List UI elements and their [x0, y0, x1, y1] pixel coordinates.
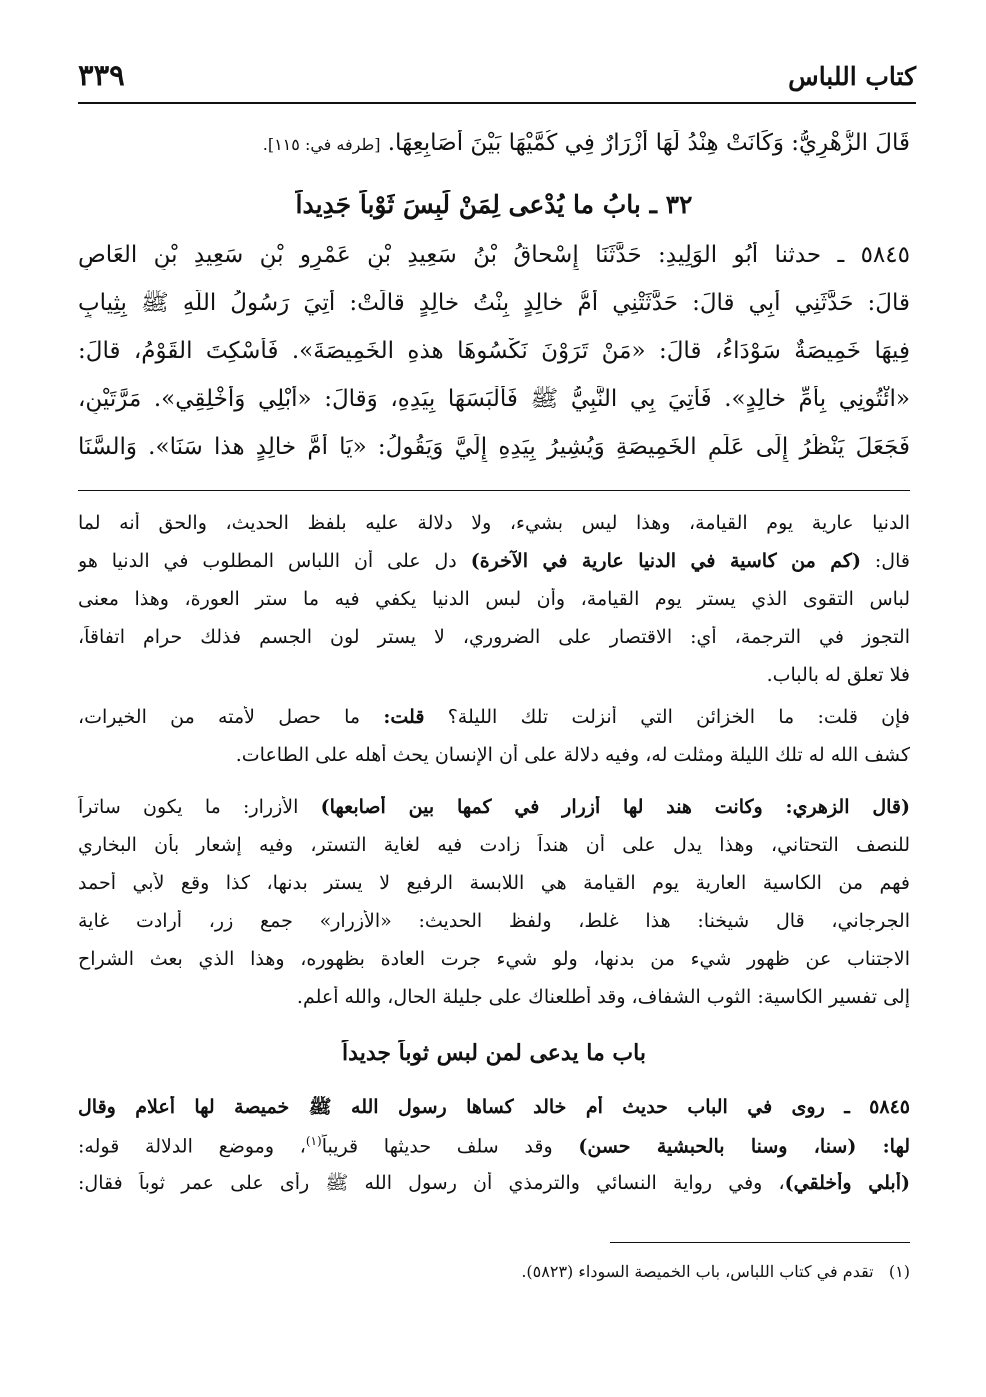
- commentary-line: كشف الله له تلك الليلة ومثلت له، وفيه دلالة على أن الإنسان يحث أهله على الطاعات.: [235, 744, 910, 766]
- chapter-heading: ٣٢ ـ بابُ ما يُدْعى لِمَنْ لَبِسَ ثَوْباً جَدِيداً: [295, 190, 693, 219]
- commentary-heading: باب ما يدعى لمن لبس ثوباً جديداً: [342, 1040, 646, 1066]
- commentary-line: فلا تعلق له بالباب.: [766, 664, 910, 686]
- header-rule: [78, 102, 916, 104]
- commentary-line: ٥٨٤٥ ـ روى في الباب حديث أم خالد كساها رسول الله ﷺ خميصة لها أعلام وقال: [78, 1096, 910, 1118]
- commentary-line: التجوز في الترجمة، أي: الاقتصار على الضروري، لا يستر لون الجسم فذلك حرام اتفاقاً،: [78, 626, 910, 648]
- commentary-line: (قال الزهري: وكانت هند لها أزرار في كمها بين أصابعها) الأزرار: ما يكون ساتراً: [78, 796, 910, 818]
- hadith-line: فِيهَا خَمِيصَةٌ سَوْدَاءُ، قالَ: «مَنْ تَرَوْنَ نَكْسُوهَا هذهِ الخَمِيصَةَ». فَأُسْكِتَ القَوْمُ، قالَ:: [78, 338, 910, 364]
- hadith-line: قالَ: حَدَّثَنِي أَبِي قالَ: حَدَّثَتْنِي أُمُّ خالِدٍ بِنْتُ خالِدٍ قالَتْ: أُتِيَ رَسُولُ اللَّهِ ﷺ بِثِيابٍ: [78, 290, 910, 316]
- zuhri-line: [78, 130, 910, 158]
- hadith-line: ٥٨٤٥ ـ حدثنا أَبُو الوَلِيدِ: حَدَّثَنَا إِسْحاقُ بْنُ سَعِيدِ بْنِ عَمْرِو بْنِ سَعِيدِ بْنِ العَاصِ: [78, 242, 910, 268]
- commentary-line: الجرجاني، قال شيخنا: هذا غلط، ولفظ الحديث: «الأزرار» جمع زر، أرادت غاية: [78, 910, 910, 932]
- commentary-line: فإن قلت: ما الخزائن التي أنزلت تلك الليلة؟ قلت: ما حصل لأمته من الخيرات،: [78, 706, 910, 728]
- text-commentary-separator: [78, 490, 910, 491]
- footnote-marker: (١): [305, 1134, 322, 1148]
- zuhri-text: قَالَ الزُّهْرِيُّ: وَكَانَتْ هِنْدُ لَهَا أَزْرَارٌ فِي كُمَّيْهَا بَيْنَ أَصَابِعِهَا.: [387, 130, 910, 156]
- commentary-line: للنصف التحتاني، وهذا يدل على أن هنداً زادت فيه لغاية التستر، وفيه إشعار بأن البخاري: [78, 834, 910, 856]
- footnote-separator: [610, 1242, 910, 1243]
- commentary-line: الدنيا عارية يوم القيامة، وهذا ليس بشيء، ولا دلالة عليه بلفظ الحديث، والحق أنه لما: [78, 512, 910, 534]
- footnote-number: (١): [888, 1262, 910, 1281]
- quoted-phrase: (قال الزهري: وكانت هند لها أزرار في كمها بين أصابعها): [320, 796, 910, 818]
- commentary-line: فهم من الكاسية العارية يوم القيامة هي اللابسة الرفيع لا يستر بدنها، كذا وقع لأبي أحمد: [78, 872, 910, 894]
- commentary-line: الاجتناب عن ظهور شيء من بدنها، ولو شيء جرت العادة بظهوره، وهذا الذي بعث الشراح: [78, 948, 910, 970]
- hadith-line: فَجَعَلَ يَنْظُرُ إِلَى عَلَمِ الخَمِيصَةِ وَيُشِيرُ بِيَدِهِ إِلَيَّ وَيَقُولُ: «يَا أُمَّ خالِدٍ هذا سَنَا». وَالسَّنَا: [78, 434, 910, 460]
- commentary-line: قال: (كم من كاسية في الدنيا عارية في الآخرة) دل على أن اللباس المطلوب في الدنيا هو: [78, 550, 910, 572]
- cross-reference: [طرفه في: ١١٥].: [262, 135, 381, 154]
- commentary-line: (أبلي وأخلقي)، وفي رواية النسائي والترمذي أن رسول الله ﷺ رأى على عمر ثوباً فقال:: [78, 1172, 910, 1194]
- footnote: [78, 1262, 910, 1281]
- answer-marker: قلت:: [383, 706, 425, 728]
- commentary-line: لها: (سنا، وسنا بالحبشية حسن) وقد سلف حديثها قريباً$^{(١)}$، وموضع الدلالة قوله:: [78, 1134, 910, 1158]
- running-title: كتاب اللباس: [788, 62, 916, 91]
- quoted-phrase: (كم من كاسية في الدنيا عارية في الآخرة): [470, 550, 861, 572]
- footnote-text: تقدم في كتاب اللباس، باب الخميصة السوداء (٥٨٢٣).: [521, 1262, 874, 1281]
- page-number: ٣٣٩: [78, 58, 125, 92]
- commentary-line: إلى تفسير الكاسية: الثوب الشفاف، وقد أطلعناك على جليلة الحال، والله أعلم.: [296, 986, 910, 1008]
- commentary-line: لباس التقوى الذي يستر يوم القيامة، وأن لبس الدنيا يكفي فيه ما ستر العورة، وهذا معنى: [78, 588, 910, 610]
- page-header: [78, 56, 916, 102]
- hadith-line: «ائْتُونِي بِأُمِّ خالِدٍ». فَأُتِيَ بِي النَّبِيُّ ﷺ فَأَلْبَسَهَا بِيَدِهِ، وَقالَ: «أَبْلِي وَأَخْلِقِي». مَرَّتَيْنِ،: [78, 386, 910, 412]
- quoted-phrase: (أبلي وأخلقي): [784, 1172, 910, 1194]
- quoted-phrase: لها: (سنا، وسنا بالحبشية حسن): [578, 1135, 910, 1158]
